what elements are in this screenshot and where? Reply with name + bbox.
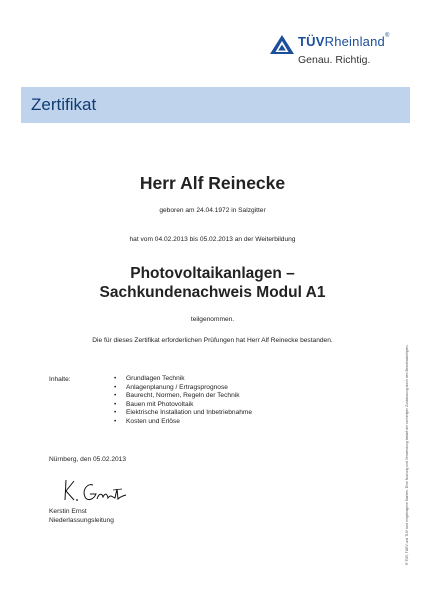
course-title (0, 264, 425, 302)
bullet-icon: • (114, 409, 117, 417)
contents-label: Inhalte: (49, 376, 71, 383)
tuv-rheinland-logo (270, 33, 410, 73)
list-item: • Elektrische Installation und Inbetriebnahme (114, 409, 253, 417)
attendance-line: hat vom 04.02.2013 bis 05.02.2013 an der Weiterbildung (129, 236, 296, 243)
list-item: • Anlagenplanung / Ertragsprognose (114, 383, 228, 391)
birth-line: geboren am 24.04.1972 in Salzgitter (159, 207, 266, 214)
logo-wordmark: TÜVRheinland® (298, 33, 390, 49)
bullet-icon: • (114, 392, 117, 400)
banner-title: Zertifikat (31, 95, 97, 114)
signer-role: Niederlassungsleitung (49, 517, 114, 524)
list-item: • Grundlagen Technik (114, 375, 185, 382)
exam-passed-line: Die für dieses Zertifikat erforderlichen Prüfungen hat Herr Alf Reinecke bestanden. (92, 337, 333, 344)
course-title-line-2: Sachkundenachweis Modul A1 (99, 284, 326, 301)
list-item: • Kosten und Erlöse (114, 417, 180, 425)
list-item: • Baurecht, Normen, Regeln der Technik (114, 392, 240, 400)
certificate-banner (21, 87, 410, 123)
bullet-icon: • (114, 375, 117, 382)
list-item: • Bauen mit Photovoltaik (114, 400, 194, 408)
course-title-line-1: Photovoltaikanlagen – (130, 265, 295, 282)
handwritten-signature-icon (60, 476, 130, 506)
recipient-name: Herr Alf Reinecke (139, 173, 286, 193)
place-date: Nürnberg, den 05.02.2013 (49, 456, 126, 463)
contents-list (114, 375, 252, 427)
bullet-icon: • (114, 400, 117, 408)
bullet-icon: • (114, 383, 117, 391)
signer-name: Kerstin Ernst (49, 508, 87, 515)
tuv-triangle-icon (270, 35, 294, 54)
bullet-icon: • (114, 417, 117, 425)
logo-tagline: Genau. Richtig. (298, 54, 371, 66)
participation-line: teilgenommen. (190, 316, 235, 323)
trademark-note: ® TÜV, TUEV und TUV sind eingetragene Marken. Eine Nutzung und Verwendung bedarf der vorherigen Zustimmung durch den Bevollmächtigten. (405, 344, 409, 565)
